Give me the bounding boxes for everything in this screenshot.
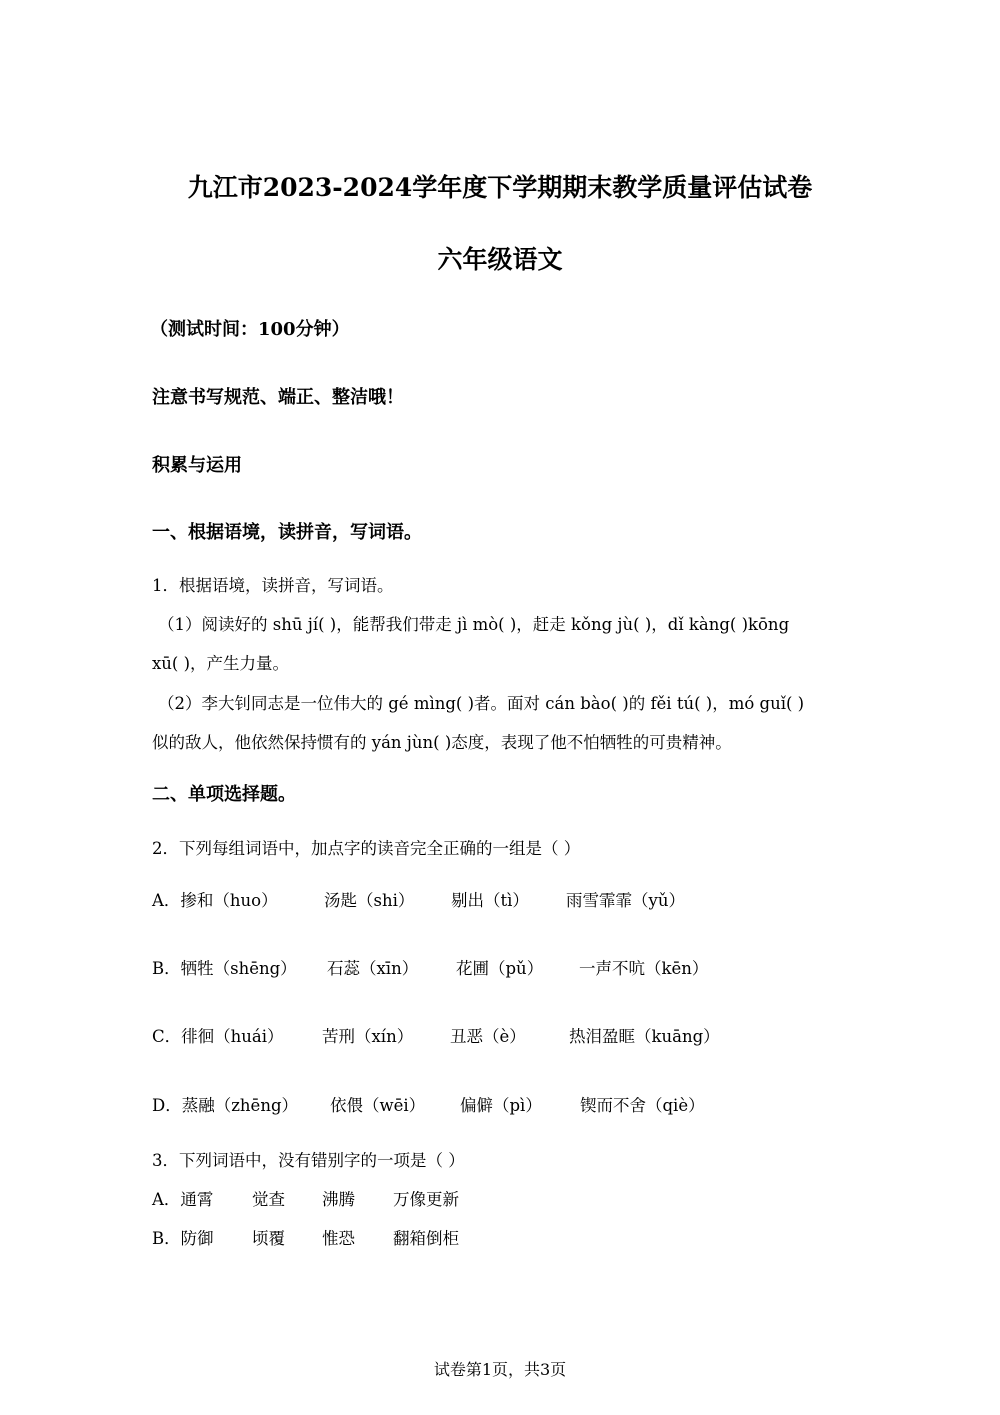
- option-item: 觉查: [252, 1190, 285, 1209]
- question-1-sub1-line1: （1）阅读好的 shū jí( )，能帮我们带走 jì mò( )，赶走 kǒng jù( )，dǐ kàng( )kōng: [158, 615, 790, 634]
- notice: 注意书写规范、端正、整洁哦！: [152, 387, 404, 408]
- option-item: 花圃（pǔ）: [456, 959, 544, 978]
- option-item: C．徘徊（huái）: [152, 1027, 284, 1046]
- option-item: 沸腾: [322, 1190, 355, 1209]
- option-item: B．防御: [152, 1229, 214, 1248]
- option-item: 依偎（wēi）: [330, 1096, 426, 1115]
- question-1-sub2-line2: 似的敌人，他依然保持惯有的 yán jùn( )态度，表现了他不怕牺牲的可贵精神。: [152, 733, 732, 752]
- option-item: 顷覆: [252, 1229, 285, 1248]
- option-item: A．掺和（huo）: [152, 891, 278, 910]
- part2-heading: 二、单项选择题。: [152, 784, 296, 805]
- question-1-sub1-line2: xū( )，产生力量。: [152, 654, 290, 673]
- page-footer: 试卷第1页，共3页: [433, 1360, 567, 1379]
- option-item: 锲而不舍（qiè）: [580, 1096, 705, 1115]
- part1-heading: 一、根据语境，读拼音，写词语。: [152, 522, 422, 543]
- option-item: A．通霄: [152, 1190, 214, 1209]
- option-item: 惟恐: [322, 1229, 355, 1248]
- option-item: 热泪盈眶（kuāng）: [569, 1027, 720, 1046]
- exam-title: 九江市2023-2024学年度下学期期末教学质量评估试卷: [187, 173, 813, 202]
- option-item: 石蕊（xīn）: [327, 959, 419, 978]
- option-item: 万像更新: [393, 1190, 459, 1209]
- option-item: 雨雪霏霏（yǔ）: [566, 891, 685, 910]
- question-1-sub2-line1: （2）李大钊同志是一位伟大的 gé mìng( )者。面对 cán bào( )的 fěi tú( )，mó guǐ( ): [158, 694, 805, 713]
- option-item: D．蒸融（zhēng）: [152, 1096, 299, 1115]
- option-item: 偏僻（pì）: [460, 1096, 542, 1115]
- question-3: 3．下列词语中，没有错别字的一项是（ ）: [152, 1151, 465, 1170]
- option-item: 丑恶（è）: [450, 1027, 526, 1046]
- test-time: （测试时间：100分钟）: [150, 319, 350, 340]
- option-item: 苦刑（xín）: [322, 1027, 414, 1046]
- option-item: 翻箱倒柜: [393, 1229, 459, 1248]
- option-item: B．牺牲（shēng）: [152, 959, 297, 978]
- question-2: 2．下列每组词语中，加点字的读音完全正确的一组是（ ）: [152, 839, 581, 858]
- exam-subtitle: 六年级语文: [437, 245, 563, 274]
- question-1: 1．根据语境，读拼音，写词语。: [152, 576, 394, 595]
- option-item: 剔出（tì）: [451, 891, 529, 910]
- option-item: 汤匙（shi）: [324, 891, 415, 910]
- section-heading: 积累与运用: [152, 455, 242, 476]
- option-item: 一声不吭（kēn）: [579, 959, 709, 978]
